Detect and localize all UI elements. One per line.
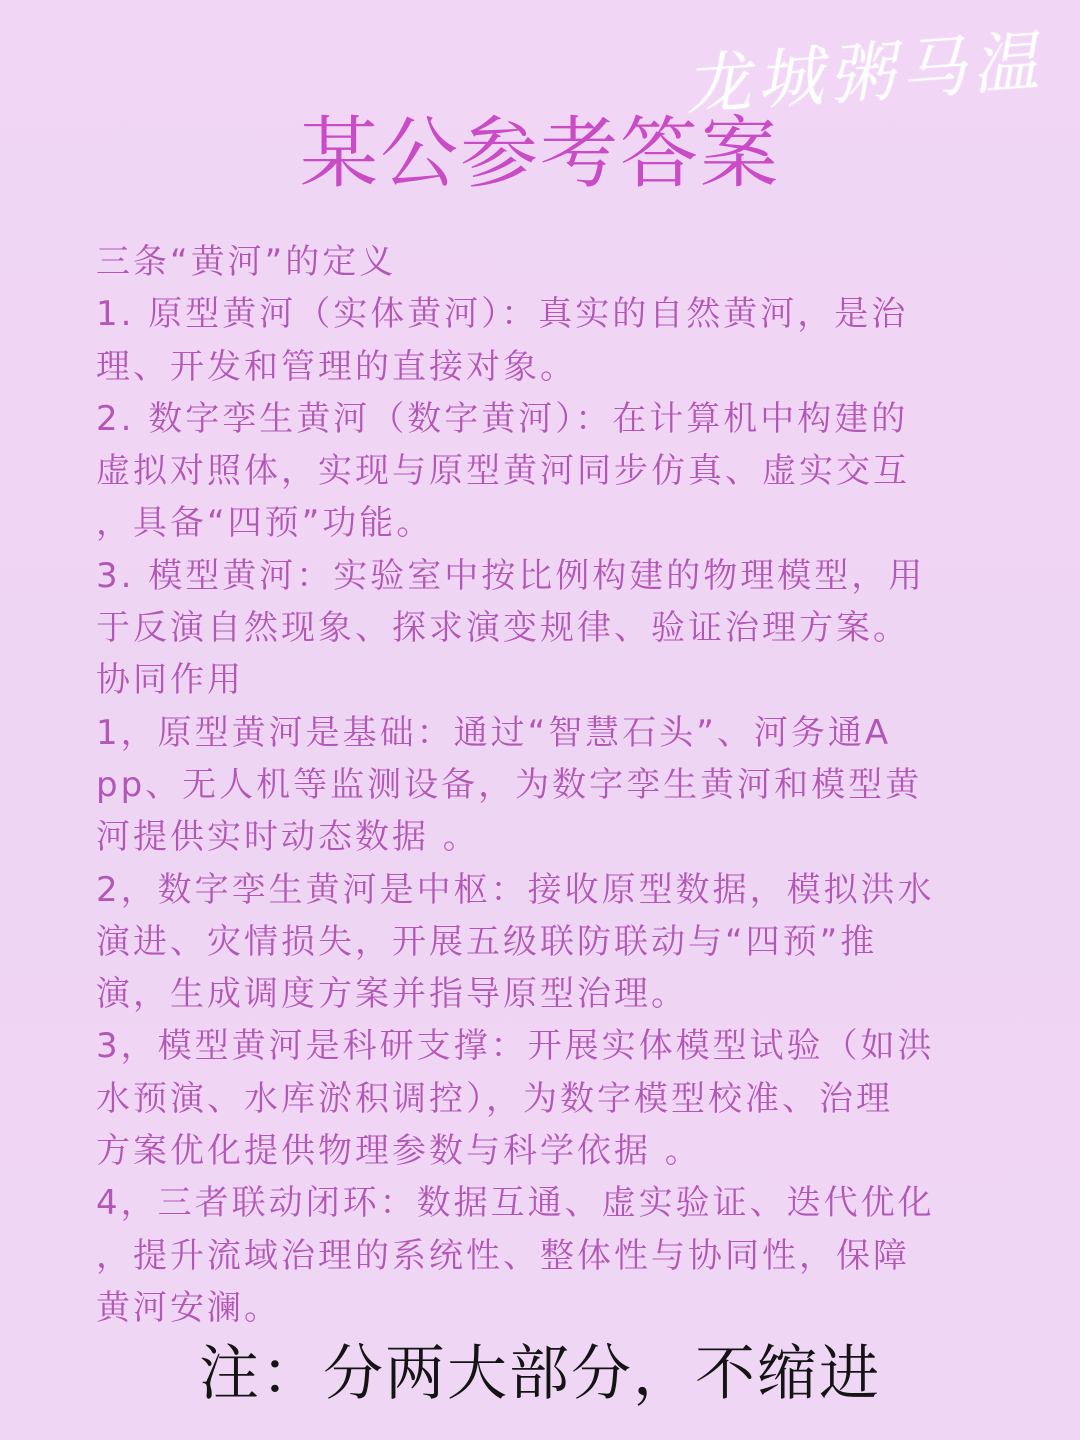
text-line: 1. 原型黄河（实体黄河）：真实的自然黄河，是治 bbox=[96, 294, 909, 335]
answer-text bbox=[96, 236, 976, 1334]
watermark-signature: 龙城粥马温 bbox=[682, 22, 1047, 125]
text-line: 演，生成调度方案并指导原型治理。 bbox=[96, 974, 688, 1015]
text-line: 2，数字孪生黄河是中枢：接收原型数据，模拟洪水 bbox=[96, 869, 935, 910]
text-line: 演进、灾情损失，开展五级联防联动与“四预”推 bbox=[96, 921, 878, 962]
text-line: ，提升流域治理的系统性、整体性与协同性，保障 bbox=[96, 1235, 910, 1276]
text-line: 理、开发和管理的直接对象。 bbox=[96, 346, 577, 387]
text-line: 黄河安澜。 bbox=[96, 1287, 281, 1328]
page-title: 某公参考答案 bbox=[299, 109, 780, 199]
text-line: 1，原型黄河是基础：通过“智慧石头”、河务通A bbox=[96, 712, 892, 753]
heading-definitions: 三条“黄河”的定义 bbox=[96, 242, 397, 282]
text-line: 方案优化提供物理参数与科学依据 。 bbox=[96, 1131, 702, 1172]
text-line: ，具备“四预”功能。 bbox=[96, 503, 434, 544]
footnote: 注：分两大部分，不缩进 bbox=[199, 1339, 881, 1409]
text-line: 水预演、水库淤积调控），为数字模型校准、治理 bbox=[96, 1078, 893, 1119]
text-line: 4，三者联动闭环：数据互通、虚实验证、迭代优化 bbox=[96, 1183, 935, 1224]
text-line: pp、无人机等监测设备，为数字孪生黄河和模型黄 bbox=[96, 764, 923, 805]
heading-synergy: 协同作用 bbox=[96, 660, 244, 701]
text-line: 河提供实时动态数据 。 bbox=[96, 817, 480, 858]
text-line: 于反演自然现象、探求演变规律、验证治理方案。 bbox=[96, 608, 910, 649]
text-line: 2. 数字孪生黄河（数字黄河）：在计算机中构建的 bbox=[96, 398, 909, 439]
text-line: 虚拟对照体，实现与原型黄河同步仿真、虚实交互 bbox=[96, 451, 910, 492]
text-line: 3. 模型黄河：实验室中按比例构建的物理模型，用 bbox=[96, 555, 926, 596]
text-line: 3，模型黄河是科研支撑：开展实体模型试验（如洪 bbox=[96, 1026, 935, 1067]
